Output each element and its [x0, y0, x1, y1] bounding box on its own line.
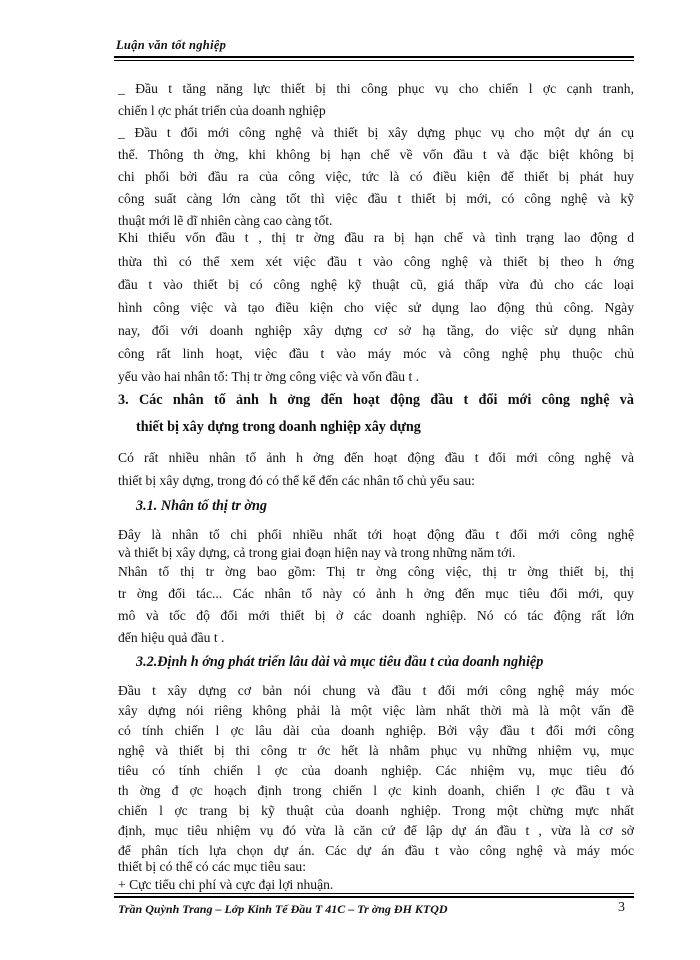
- body-line: Nhân tố thị tr ờng bao gồm: Thị tr ờng công việc, thị tr ờng thiết bị, thị: [118, 564, 634, 579]
- body-line: Có rất nhiều nhân tố ảnh h ởng đến hoạt động đầu t đổi mới công nghệ và: [118, 450, 634, 465]
- body-line: định, mục tiêu nhiệm vụ đó vừa là căn cứ để lập dự án đầu t , vừa là cơ sở: [118, 823, 634, 838]
- body-line: thừa thì có thể xem xét việc đầu t vào công nghệ và thiết bị theo h ớng: [118, 254, 634, 269]
- body-line: tr ờng đối tác... Các nhân tố này có ảnh h ởng đến mục tiêu đổi mới, quy: [118, 586, 634, 601]
- body-line: có tính chiến l ợc lâu dài của doanh nghiệp. Bởi vậy đầu t đổi mới công: [118, 723, 634, 738]
- body-line: + Cực tiểu chi phí và cực đại lợi nhuận.: [118, 877, 334, 892]
- body-line: xây dựng nói riêng không phải là một việc làm nhất thời mà là một vấn đề: [118, 703, 634, 718]
- body-line: công suất càng lớn càng tốt thì việc đầu t thiết bị mới, có công nghệ và kỹ: [118, 191, 634, 206]
- body-line: chiến l ợc phát triển của doanh nghiệp: [118, 103, 326, 118]
- header-rule: [114, 56, 634, 58]
- header-title: Luận văn tốt nghiệp: [116, 38, 227, 52]
- body-line: th ờng đ ợc hoạch định trong chiến l ợc kinh doanh, chiến l ợc đầu t và: [118, 783, 634, 798]
- page-number: 3: [618, 900, 625, 915]
- footer-rule: [114, 893, 634, 894]
- body-line: và thiết bị xây dựng, cả trong giai đoạn hiện nay và trong những năm tới.: [118, 545, 516, 560]
- footer-text: Trần Quỳnh Trang – Lớp Kinh Tế Đầu T 41C – Tr ờng ĐH KTQD: [118, 902, 448, 916]
- footer-rule-thick: [114, 896, 634, 898]
- body-line: yếu vào hai nhân tố: Thị tr ờng công việc và vốn đầu t .: [118, 369, 420, 384]
- body-line: nghệ và thiết bị thi công tr ớc hết là nhằm phục vụ những nhiệm vụ, mục: [118, 743, 634, 758]
- body-line: đến hiệu quả đầu t .: [118, 630, 225, 645]
- body-line: đầu t vào thiết bị có công nghệ kỹ thuật cũ, giá thấp vừa đủ cho các loại: [118, 277, 634, 292]
- body-line: Khi thiếu vốn đầu t , thị tr ờng đầu ra bị hạn chế và tình trạng lao động d: [118, 230, 634, 245]
- subheading-3-1: 3.1. Nhân tố thị tr ờng: [136, 498, 268, 514]
- body-line: thuật mới lẽ dĩ nhiên càng cao càng tốt.: [118, 213, 333, 228]
- section-heading-3: 3. Các nhân tố ảnh h ởng đến hoạt động đầu t đổi mới công nghệ và: [118, 392, 634, 408]
- body-line: thiết bị xây dựng, trong đó có thể kể đến các nhân tố chủ yếu sau:: [118, 473, 475, 488]
- body-line: chi phối bởi đầu ra của công việc, tức là có điều kiện để thiết bị phát huy: [118, 169, 634, 184]
- body-line: tiêu có tính chiến l ợc của doanh nghiệp. Các nhiệm vụ, mục tiêu đó: [118, 763, 634, 778]
- body-line: Đây là nhân tố chi phối nhiều nhất tới hoạt động đầu t đổi mới công nghệ: [118, 527, 634, 542]
- body-line: _ Đầu t đổi mới công nghệ và thiết bị xây dựng phục vụ cho một dự án cụ: [118, 125, 634, 140]
- header-rule-thin: [114, 60, 634, 61]
- section-heading-3-cont: thiết bị xây dựng trong doanh nghiệp xây dựng: [136, 419, 421, 435]
- body-line: để phân tích lựa chọn dự án. Các dự án đầu t vào công nghệ và máy móc: [118, 843, 634, 858]
- body-line: thiết bị có thể có các mục tiêu sau:: [118, 859, 306, 874]
- body-line: hình công việc và tạo điều kiện cho việc sử dụng lao động thủ công. Ngày: [118, 300, 634, 315]
- body-line: Đầu t xây dựng cơ bản nói chung và đầu t đổi mới công nghệ máy móc: [118, 683, 634, 698]
- subheading-3-2: 3.2.Định h ớng phát triển lâu dài và mục tiêu đầu t của doanh nghiệp: [136, 654, 544, 670]
- body-line: _ Đầu t tăng năng lực thiết bị thi công phục vụ cho chiến l ợc cạnh tranh,: [118, 81, 634, 96]
- body-line: mô và tốc độ đổi mới thiết bị ở các doanh nghiệp. Nó có tác động rất lớn: [118, 608, 634, 623]
- body-line: công rất linh hoạt, việc đầu t vào máy móc và công nghệ phụ thuộc chủ: [118, 346, 634, 361]
- body-line: nay, đối với doanh nghiệp xây dựng cơ sở hạ tầng, do việc sử dụng nhân: [118, 323, 634, 338]
- body-line: chiến l ợc trang bị kỹ thuật của doanh nghiệp. Trong một chừng mực nhất: [118, 803, 634, 818]
- body-line: thể. Thông th ờng, khi không bị hạn chế về vốn đầu t và đặc biệt không bị: [118, 147, 634, 162]
